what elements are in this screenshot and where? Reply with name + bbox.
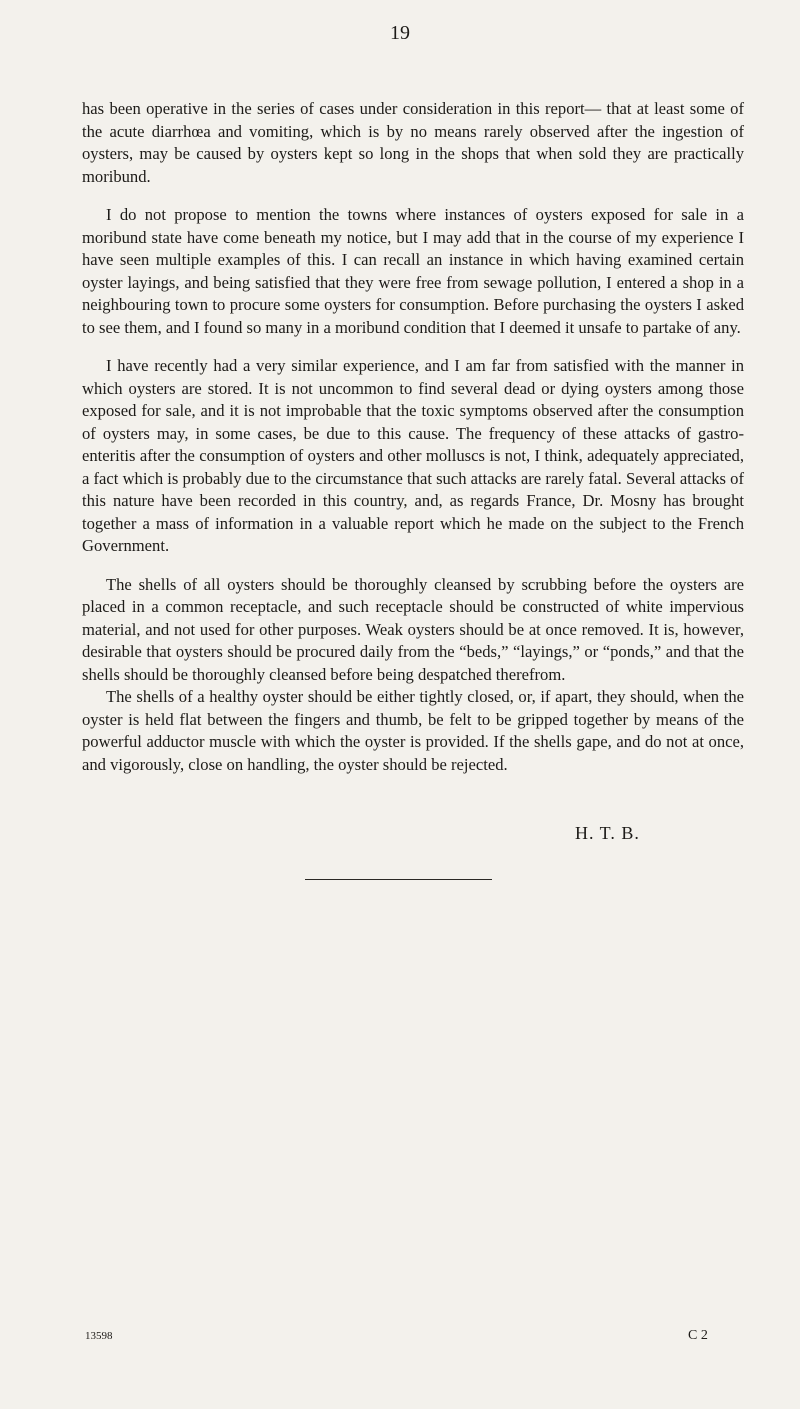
body-text (82, 98, 744, 792)
paragraph: The shells of all oysters should be thoroughly cleansed by scrubbing before the oysters are placed in a common receptacle, and such receptacle should be constructed of white impervious material, and not used for other purposes. Weak oysters should be at once removed. It is, however, desirable that oysters should be procured daily from the “beds,” “layings,” or “ponds,” and that the shells should be thoroughly cleansed before being despatched therefrom. (82, 574, 744, 684)
paragraph: I do not propose to mention the towns where instances of oysters exposed for sale in a moribund state have come beneath my notice, but I may add that in the course of my experience I have seen multiple examples of this. I can recall an instance in which having examined certain oyster layings, and being satisfied that they were free from sewage pollution, I entered a shop in a neighbouring town to procure some oysters for consumption. Before purchasing the oysters I asked to see them, and I found so many in a moribund condition that I deemed it unsafe to partake of any. (82, 205, 744, 337)
horizontal-rule (305, 879, 492, 880)
footer-signature-mark: C 2 (688, 1328, 708, 1343)
page-number: 19 (390, 22, 410, 44)
paragraph: The shells of a healthy oyster should be either tightly closed, or, if apart, they should, when the oyster is held flat between the fingers and thumb, be felt to be gripped together by means of the powerful adductor muscle with which the oyster is provided. If the shells gape, and do not at once, and vigorously, close on handling, the oyster should be rejected. (82, 687, 744, 774)
footer-print-code: 13598 (85, 1330, 113, 1342)
paragraph: I have recently had a very similar experience, and I am far from satisfied with the manner in which oysters are stored. It is not uncommon to find several dead or dying oysters among those exposed for sale, and it is not improbable that the toxic symptoms observed after the consumption of oysters may, in some cases, be due to this cause. The frequency of these attacks of gastro-enteritis after the consumption of oysters and other molluscs is not, I think, adequately appreciated, a fact which is probably due to the circumstance that such attacks are rarely fatal. Several attacks of this nature have been recorded in this country, and, as regards France, Dr. Mosny has brought together a mass of information in a valuable report which he made on the subject to the French Government. (82, 356, 744, 555)
paragraph: has been operative in the series of cases under consideration in this report— that at least some of the acute diarrhœa and vomiting, which is by no means rarely observed after the ingestion of oysters, may be caused by oysters kept so long in the shops that when sold they are practically moribund. (82, 99, 744, 186)
signature-initials: H. T. B. (575, 823, 640, 843)
